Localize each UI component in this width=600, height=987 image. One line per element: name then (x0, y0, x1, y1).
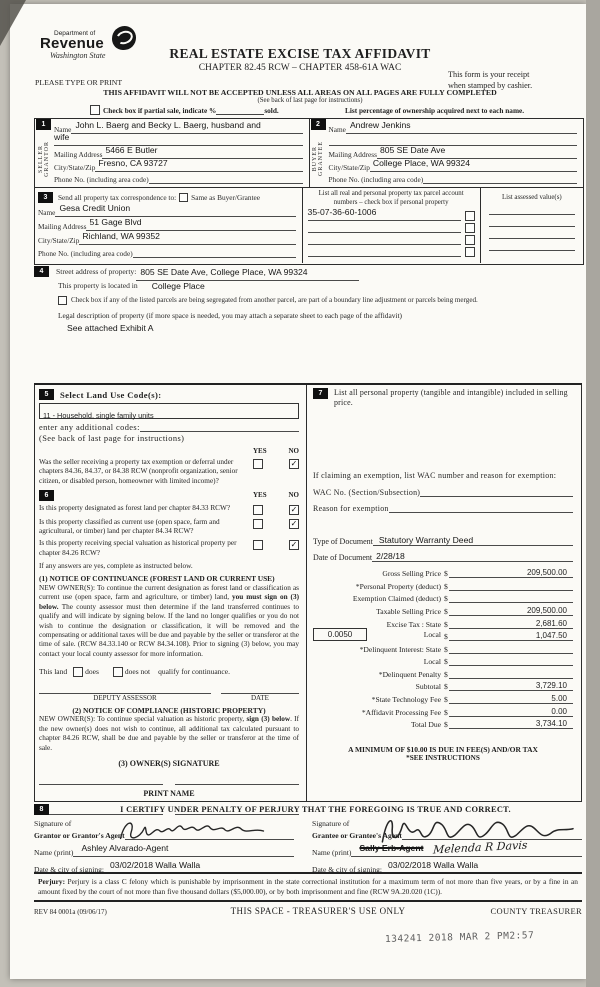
parcel-field-4[interactable] (308, 247, 461, 257)
ownership-note: List percentage of ownership acquired next to each name. (345, 106, 525, 115)
treasurer-receipt-stamp: 134241 2018 MAR 2 PM2:57 (384, 930, 535, 945)
legal-description-value[interactable]: See attached Exhibit A (67, 323, 154, 333)
parcel-personal-checkbox-4[interactable] (465, 247, 475, 257)
grantor-sig-of-label: Signature of (34, 819, 72, 828)
total-due-value: 3,734.10 (535, 719, 567, 729)
corr-city-label: City/State/Zip (38, 236, 80, 245)
current-use-no-checkbox[interactable]: ✓ (290, 518, 298, 528)
tax-row-processing-fee (313, 704, 573, 717)
parties-box (34, 118, 584, 265)
see-back-instructions: (See back of last page for instructions) (39, 434, 185, 443)
buyer-name-field[interactable] (346, 115, 577, 134)
receipt-note-line2: when stamped by cashier. (448, 80, 533, 90)
reason-exemption-label: Reason for exemption (313, 503, 389, 513)
segregated-checkbox[interactable] (58, 296, 67, 305)
corr-name-label: Name (38, 208, 56, 217)
personal-property-blank-area[interactable] (313, 409, 573, 471)
gross-value: 209,500.00 (526, 568, 567, 578)
forest-question: Is this property designated as forest land per chapter 84.33 RCW? (39, 503, 231, 512)
exemption-deduct-label: Exemption Claimed (deduct) (352, 594, 441, 604)
taxable-field[interactable] (449, 606, 573, 616)
does-not-checkbox[interactable] (113, 667, 123, 677)
reason-exemption-field[interactable] (389, 503, 573, 513)
county-treasurer-label: COUNTY TREASURER (490, 906, 582, 916)
notice1-body (39, 584, 299, 659)
owner-signature-field-1[interactable] (39, 784, 163, 785)
dollar-sign: $ (444, 632, 448, 642)
owner-signature-field-2[interactable] (175, 784, 299, 785)
land-use-code-value: 11 - Household, single family units (43, 411, 154, 420)
taxable-value: 209,500.00 (526, 605, 567, 615)
seller-city-value: Fresno, CA 93727 (98, 158, 168, 168)
seller-name-value-2: wife (54, 132, 70, 142)
rev-number: REV 84 0001a (09/06/17) (34, 908, 107, 916)
notice2-body-b: . If the new owner(s) does not wish to continue, all additional tax calculated pursuant to chapter 84.26 RCW, shall be due and payable by the seller or transferor at the time of sale. (39, 715, 299, 752)
seller-phone-field[interactable] (149, 174, 303, 184)
parcel-field-1[interactable] (308, 202, 461, 221)
corr-mailing-label: Mailing Address (38, 222, 87, 231)
parcel-field-3[interactable] (308, 235, 461, 245)
grantor-date-city-label: Date & city of signing: (34, 865, 105, 874)
form-title: REAL ESTATE EXCISE TAX AFFIDAVIT (169, 46, 431, 61)
assessor-date-label: DATE (250, 694, 269, 703)
seller-name-label: Name (54, 125, 72, 134)
current-use-yes-checkbox[interactable] (253, 519, 263, 529)
dollar-sign: $ (444, 682, 448, 692)
seller-name-value: John L. Baerg and Becky L. Baerg, husband and (75, 120, 261, 130)
subtotal-label: Subtotal (415, 682, 441, 692)
delinq-interest-local-field[interactable] (449, 665, 573, 666)
legal-description-label: Legal description of property (if more space is needed, you may attach a separate sheet to each page of the affidavit) (58, 311, 402, 320)
dollar-sign: $ (444, 657, 448, 667)
grantor-signature-block (34, 819, 308, 874)
dollar-sign: $ (444, 569, 448, 579)
local-rate-box[interactable]: 0.0050 (313, 628, 367, 641)
notice1-body-bold: you must sign on (3) below. (39, 593, 299, 611)
tax-row-subtotal (313, 679, 573, 692)
logo-revenue: Revenue (40, 35, 104, 52)
current-use-question: Is this property classified as current use (open space, farm and agricultural, or timber) land per chapter 84.34 RCW? (39, 517, 220, 536)
type-of-document-value: Statutory Warranty Deed (378, 534, 474, 545)
parcel-value-1: 35-07-36-60-1006 (307, 207, 377, 218)
grantor-agent-label: Grantor or Grantor's Agent (34, 831, 125, 840)
dollar-sign: $ (444, 594, 448, 604)
notice2-body-a: NEW OWNER(S): To continue special valuation as historic property, (39, 715, 247, 724)
assessed-field-4[interactable] (489, 241, 575, 251)
located-in-label: This property is located in (58, 281, 138, 290)
grantee-agent-label: Grantee or Grantee's Agent (312, 831, 402, 840)
seller-mailing-label: Mailing Address (54, 150, 103, 159)
buyer-city-value: College Place, WA 99324 (372, 158, 470, 168)
logo-dept-of: Department of (54, 30, 96, 37)
buyer-name-label: Name (328, 125, 346, 134)
dollar-sign: $ (444, 619, 448, 629)
total-due-label: Total Due (410, 720, 441, 730)
corr-city-field[interactable] (79, 226, 295, 245)
assessed-field-3[interactable] (489, 229, 575, 239)
tech-fee-label: *State Technology Fee (371, 695, 441, 705)
tax-row-excise-state (313, 616, 573, 629)
grantor-date-city-value: 03/02/2018 Walla Walla (110, 860, 201, 870)
historic-yes-checkbox[interactable] (253, 540, 263, 550)
parcel-header-line2: numbers – check box if personal property (333, 198, 449, 206)
tech-fee-field[interactable] (449, 694, 573, 704)
forest-yes-checkbox[interactable] (253, 505, 263, 515)
dollar-sign: $ (444, 644, 448, 654)
grantee-signature-block (308, 819, 582, 874)
excise-state-value: 2,681.60 (535, 618, 567, 628)
form-header (10, 4, 586, 116)
treasurer-space-label: THIS SPACE - TREASURER'S USE ONLY (230, 906, 406, 916)
does-label: does (85, 667, 99, 677)
please-type-note: PLEASE TYPE OR PRINT (35, 78, 123, 87)
if-yes-note: If any answers are yes, complete as instructed below. (39, 561, 193, 570)
owners-signature-title: (3) OWNER(S) SIGNATURE (118, 758, 220, 768)
buyer-mailing-value: 805 SE Date Ave (379, 145, 446, 155)
sec5-no-header: NO (288, 447, 299, 455)
warning-line: THIS AFFIDAVIT WILL NOT BE ACCEPTED UNLESS ALL AREAS ON ALL PAGES ARE FULLY COMPLETED (103, 88, 497, 97)
date-of-document-value: 2/28/18 (376, 550, 405, 561)
land-use-column (34, 385, 307, 802)
located-in-value[interactable]: College Place (151, 280, 205, 291)
grantor-name-print-value: Ashley Alvarado-Agent (81, 843, 169, 853)
gross-field[interactable] (449, 568, 573, 578)
total-due-field[interactable] (449, 719, 573, 729)
tax-row-delinq-interest-state (313, 641, 573, 654)
notice2-body (39, 715, 299, 753)
section7-number: 7 (313, 388, 328, 399)
parcel-field-2[interactable] (308, 223, 461, 233)
wac-field[interactable] (420, 487, 573, 497)
buyer-section (310, 119, 584, 187)
delinq-penalty-label: *Delinquent Penalty (378, 669, 441, 679)
exemption-yes-checkbox[interactable] (253, 459, 263, 469)
tax-row-total (313, 717, 573, 730)
grantor-name-print-label: Name (print) (34, 848, 74, 857)
section4-number: 4 (34, 266, 49, 277)
local-field[interactable] (449, 631, 573, 641)
qualify-label: qualify for continuance. (158, 667, 230, 677)
notice1-body-b: The county assessor must then determine if the land transferred continues to qualify and will indicate by signing below. If the land no longer qualifies or you do not wish to continue the designation or classification, it will be removed and the compensating or additional taxes will be due and payable by the seller or transferor at the time of sale. (RCW 84.33.140 or RCW 84.34.108). Prior to signing (3) below, you may contact your local county assessor for more information. (39, 602, 299, 658)
assessed-values-header: List assessed value(s) (501, 194, 562, 201)
tax-row-delinq-penalty (313, 666, 573, 679)
exemption-question: Was the seller receiving a property tax exemption or deferral under chapters 84.36, 84.37, or 84.38 RCW (nonprofit organization, senior citizen, or disabled person, homeowner with limited income)? (39, 458, 238, 485)
notice1-body-a: NEW OWNER(S): To continue the current designation as forest land or classification as current use (open space, farm and agriculture, or timber) land, (39, 583, 299, 602)
grantee-date-city-label: Date & city of signing: (312, 865, 383, 874)
logo-washington-state: Washington State (50, 50, 106, 60)
wac-label: WAC No. (Section/Subsection) (313, 487, 421, 497)
parcel-personal-checkbox-1[interactable] (465, 211, 475, 221)
tax-computation (313, 566, 573, 730)
tax-row-personal (313, 578, 573, 591)
seller-city-label: City/State/Zip (54, 163, 96, 172)
dollar-sign: $ (444, 581, 448, 591)
street-address-value: 805 SE Date Ave, College Place, WA 99324 (140, 266, 308, 277)
perjury-notice (34, 872, 582, 902)
section2-number: 2 (311, 119, 326, 130)
corr-phone-label: Phone No. (including area code) (38, 249, 133, 258)
receipt-note-line1: This form is your receipt (448, 70, 530, 79)
processing-fee-label: *Affidavit Processing Fee (361, 707, 441, 717)
excise-state-label: Excise Tax : State (386, 619, 441, 629)
street-address-field[interactable] (136, 262, 359, 281)
assessed-field-1[interactable] (489, 205, 575, 215)
section6-number: 6 (39, 490, 54, 501)
seller-section (35, 119, 310, 187)
subtotal-field[interactable] (449, 681, 573, 691)
dollar-sign: $ (444, 606, 448, 616)
certification-section (34, 802, 582, 874)
mid-columns (34, 383, 582, 802)
minimum-fee-note: A MINIMUM OF $10.00 IS DUE IN FEE(S) AND/OR TAX (348, 745, 538, 755)
perjury-bold-label: Perjury: (38, 877, 66, 886)
partial-sale-row (90, 105, 279, 115)
same-as-buyer-label: Same as Buyer/Grantee (191, 192, 261, 202)
see-back-note: (See back of last page for instructions) (257, 97, 363, 104)
buyer-city-label: City/State/Zip (328, 163, 370, 172)
corr-phone-field[interactable] (133, 248, 296, 258)
grantee-sig-of-label: Signature of (312, 819, 350, 828)
gross-label: Gross Selling Price (382, 569, 441, 579)
parcel-personal-checkbox-3[interactable] (465, 235, 475, 245)
personal-property-title-1: List all personal property (tangible and intangible) included in selling (334, 388, 568, 397)
dollar-sign: $ (444, 695, 448, 705)
additional-codes-label: enter any additional codes: (39, 423, 140, 432)
personal-deduct-field[interactable] (449, 590, 573, 591)
forest-no-checkbox[interactable]: ✓ (290, 504, 298, 514)
grantee-name-print-label: Name (print) (312, 848, 352, 857)
personal-property-title-2: price. (334, 398, 353, 408)
section8-number: 8 (34, 804, 49, 815)
tax-row-taxable (313, 603, 573, 616)
dollar-sign: $ (444, 720, 448, 730)
exemption-claim-note: If claiming an exemption, list WAC number and reason for exemption: (313, 470, 557, 480)
delinq-interest-state-field[interactable] (449, 653, 573, 654)
tax-row-delinq-interest-local (313, 654, 573, 667)
historic-question: Is this property receiving special valuation as historical property per chapter 84.26 RCW? (39, 539, 237, 557)
grantee-name-handwritten-value: Melenda R Davis (433, 838, 529, 857)
parcel-header-line1: List all real and personal property tax parcel account (318, 190, 464, 197)
partial-sale-percent-field[interactable] (216, 106, 264, 115)
does-not-label: does not (124, 667, 151, 677)
tax-column (307, 385, 582, 802)
seller-phone-label: Phone No. (including area code) (54, 175, 149, 184)
sec6-yes-header: YES (253, 491, 267, 500)
land-use-code-field[interactable] (39, 403, 299, 419)
send-correspondence-label: Send all property tax correspondence to: (58, 192, 177, 202)
buyer-mailing-label: Mailing Address (328, 150, 377, 159)
delinq-interest-state-label: *Delinquent Interest: State (359, 644, 441, 654)
assessed-field-2[interactable] (489, 217, 575, 227)
grantee-date-city-value: 03/02/2018 Walla Walla (388, 860, 479, 870)
partial-sale-checkbox[interactable] (90, 105, 100, 115)
land-use-title: Select Land Use Code(s): (60, 389, 162, 400)
exemption-no-checkbox[interactable]: ✓ (290, 459, 298, 468)
grantee-side-label: GRANTEE (318, 141, 324, 176)
street-address-label: Street address of property: (56, 266, 137, 276)
corr-mailing-value: 51 Gage Blvd (89, 217, 142, 227)
sec6-no-header: NO (288, 491, 299, 500)
dollar-sign: $ (444, 669, 448, 679)
personal-property-title (334, 388, 568, 409)
tax-row-gross (313, 566, 573, 579)
scan-edge-shadow (586, 0, 600, 987)
parcel-personal-checkbox-2[interactable] (465, 223, 475, 233)
corr-city-value: Richland, WA 99352 (82, 231, 160, 241)
tax-row-local (313, 629, 573, 642)
grantor-side-label: GRANTOR (43, 140, 50, 177)
print-name-label: PRINT NAME (143, 788, 195, 798)
sold-label: sold. (264, 106, 279, 115)
tech-fee-value: 5.00 (551, 694, 567, 704)
additional-codes-field[interactable] (140, 422, 299, 432)
type-of-document-label: Type of Document (313, 536, 373, 546)
seller-city-field[interactable] (95, 153, 302, 172)
processing-fee-value: 0.00 (551, 706, 567, 716)
corr-name-value: Gesa Credit Union (59, 203, 131, 213)
section1-number: 1 (36, 119, 51, 130)
seller-mailing-value: 5466 E Butler (105, 145, 158, 155)
dollar-sign: $ (444, 707, 448, 717)
buyer-side-label: BUYER (312, 145, 318, 172)
buyer-name-value: Andrew Jenkins (349, 120, 411, 130)
affidavit-page (10, 4, 586, 979)
partial-sale-label: Check box if partial sale, indicate % (103, 106, 217, 115)
date-of-document-field[interactable] (372, 551, 573, 562)
section5-number: 5 (39, 389, 54, 400)
date-of-document-label: Date of Document (313, 552, 373, 562)
tax-row-tech-fee (313, 691, 573, 704)
historic-no-checkbox[interactable]: ✓ (290, 540, 298, 550)
local-value: 1,047.50 (535, 631, 567, 641)
personal-deduct-label: *Personal Property (deduct) (355, 581, 441, 591)
type-of-document-field[interactable] (373, 535, 573, 546)
form-footer (34, 906, 582, 916)
tax-correspondence-section (35, 188, 583, 263)
subtotal-value: 3,729.10 (535, 681, 567, 691)
notice1-title: (1) NOTICE OF CONTINUANCE (FOREST LAND OR CURRENT USE) (39, 573, 275, 583)
section3-number: 3 (38, 192, 53, 203)
taxable-label: Taxable Selling Price (376, 606, 441, 616)
this-land-label: This land (39, 667, 68, 677)
delinq-interest-local-label: Local (423, 657, 441, 667)
notice2-title: (2) NOTICE OF COMPLIANCE (HISTORIC PROPERTY) (72, 706, 266, 716)
notice2-body-bold: sign (3) below (246, 715, 291, 724)
delinq-penalty-field[interactable] (449, 678, 573, 679)
seller-side-label: SELLER (37, 144, 44, 173)
buyer-phone-label: Phone No. (including area code) (328, 175, 424, 184)
see-instructions-note: *SEE INSTRUCTIONS (406, 754, 480, 763)
certify-statement: I CERTIFY UNDER PENALTY OF PERJURY THAT THE FOREGOING IS TRUE AND CORRECT. (120, 804, 511, 814)
chapter-line: CHAPTER 82.45 RCW – CHAPTER 458-61A WAC (198, 63, 402, 73)
segregated-label: Check box if any of the listed parcels are being segregated from another parcel, are part of a boundary line adjustment or parcels being merged. (71, 296, 478, 304)
grantee-name-struck-value: Sally Erb-Agent (359, 843, 424, 853)
deputy-assessor-label: DEPUTY ASSESSOR (93, 694, 157, 703)
perjury-text: Perjury is a class C felony which is punishable by imprisonment in the state correctional institution for a maximum term of not more than five years, or by a fine in an amount fixed by the court of not more than five thousand dollars ($5,000.00), or by both imprisonment and fine (RCW 9A.20.020 (1C)). (38, 877, 578, 896)
exemption-deduct-field[interactable] (449, 602, 573, 603)
does-checkbox[interactable] (73, 667, 83, 677)
local-label: Local (423, 630, 441, 640)
sec5-yes-header: YES (253, 447, 267, 455)
excise-state-field[interactable] (449, 619, 573, 629)
processing-fee-field[interactable] (449, 707, 573, 717)
dor-logo (40, 30, 105, 60)
tax-row-exemption (313, 591, 573, 604)
buyer-phone-field[interactable] (423, 174, 577, 184)
buyer-city-field[interactable] (370, 153, 577, 172)
property-address-section (34, 264, 582, 333)
